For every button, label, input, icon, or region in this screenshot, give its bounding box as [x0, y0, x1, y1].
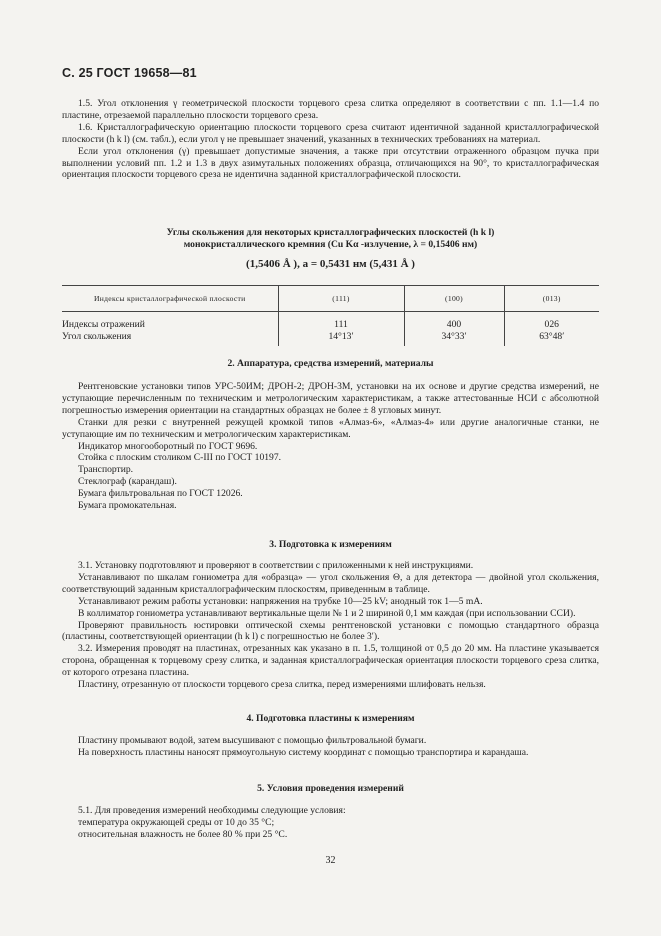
- section-1-text: [62, 98, 599, 181]
- page-header: С. 25 ГОСТ 19658—81: [62, 66, 197, 80]
- table-cell: 400: [404, 312, 504, 331]
- section-5-paragraph: 5.1. Для проведения измерений необходимы следующие условия:: [78, 805, 346, 816]
- section-2-heading: 2. Аппаратура, средства измерений, материалы: [227, 358, 434, 369]
- paragraph-1-5: 1.5. Угол отклонения γ геометрической плоскости торцевого среза слитка определяют в соответствии с пп. 1.1—1.4 по пластине, отрезаемой параллельно плоскости торцевого среза.: [62, 98, 599, 121]
- section-2-text: [62, 381, 599, 512]
- table-cell: 14°13′: [278, 331, 404, 347]
- table-title: [62, 227, 599, 270]
- table-cell: 026: [504, 312, 599, 331]
- section-3-paragraph: Устанавливают режим работы установки: напряжения на трубке 10—25 kV; анодный ток 1—5 mA.: [78, 595, 483, 607]
- section-3-paragraph: 3.2. Измерения проводят на пластинах, отрезанных как указано в п. 1.5, толщиной от 0,5 до 20 мм. На пластине указывается сторона, обращенная к торцевому срезу слитка, и заданная кристаллографическая ориентация плоскости торцевого среза слитка, от которого отрезана пластина.: [62, 643, 599, 679]
- section-5-condition: температура окружающей среды от 10 до 35 °С;: [78, 816, 275, 828]
- section-3-paragraph: Проверяют правильность юстировки оптической схемы рентгеновской установки с помощью стандартного образца (пластины, соответствующей ориентации (h k l) с погрешностью не более 3′).: [62, 619, 599, 643]
- table-title-line-2: монокристаллического кремния (Cu Kα -излучение, λ = 0,15406 нм): [183, 239, 478, 250]
- paragraph-1-6: 1.6. Кристаллографическую ориентацию плоскости торцевого среза считают идентичной заданной кристаллографической плоскости (h k l) (см. табл.), если угол γ не превышает значений, указанных в технических требованиях на материал.: [62, 121, 599, 145]
- section-4-paragraph: На поверхность пластины наносят прямоугольную систему координат с помощью транспортира и карандаша.: [78, 746, 529, 758]
- equipment-item: Бумага промокательная.: [78, 500, 177, 512]
- table-cell: 63°48′: [504, 331, 599, 347]
- table-row-label: Индексы отражений: [62, 319, 145, 330]
- glancing-angles-table: [62, 285, 599, 346]
- table-title-line-1: Углы скольжения для некоторых кристаллографических плоскостей (h k l): [166, 227, 495, 238]
- section-3-paragraph: 3.1. Установку подготовляют и проверяют в соответствии с приложенными к ней инструкциями.: [78, 560, 474, 571]
- section-2-paragraph: Станки для резки с внутренней режущей кромкой типов «Алмаз-6», «Алмаз-4» или другие аналогичные станки, не уступающие им по техническим и метрологическим характеристикам.: [62, 416, 599, 440]
- paragraph-1-6-continued: Если угол отклонения (γ) превышает допустимые значения, а также при отсутствии отраженного образцом пучка при выполнении условий пп. 1.2 и 1.3 в двух азимутальных положениях образца, отличающихся на 90°, то кристаллографическая ориентация плоскости торцевого среза не идентична заданной кристаллографической плоскости.: [62, 145, 599, 181]
- section-5-text: [62, 805, 599, 841]
- equipment-item: Индикатор многооборотный по ГОСТ 9696.: [78, 440, 258, 452]
- equipment-item: Бумага фильтровальная по ГОСТ 12026.: [78, 488, 243, 500]
- section-3-paragraph: В коллиматор гониометра устанавливают вертикальные щели № 1 и 2 шириной 0,1 мм каждая (при использовании ССИ).: [78, 607, 576, 619]
- table-column-header: (111): [278, 286, 404, 312]
- equipment-item: Транспортир.: [78, 464, 134, 476]
- table-row-label: Угол скольжения: [62, 330, 132, 342]
- section-4-heading: 4. Подготовка пластины к измерениям: [246, 713, 415, 724]
- equipment-item: Стойка с плоским столиком С-III по ГОСТ 10197.: [78, 452, 282, 464]
- table-column-header: (013): [504, 286, 599, 312]
- table-column-header: (100): [404, 286, 504, 312]
- section-5-condition: относительная влажность не более 80 % при 25 °С.: [78, 828, 288, 840]
- section-4-text: [62, 735, 599, 759]
- section-4-paragraph: Пластину промывают водой, затем высушивают с помощью фильтровальной бумаги.: [78, 735, 427, 746]
- table-header-row: [62, 286, 599, 312]
- table-cell: 111: [278, 312, 404, 331]
- table-row: [62, 312, 599, 331]
- section-3-paragraph: Устанавливают по шкалам гониометра для «образца» — угол скольжения Θ, а для детектора — двойной угол скольжения, соответствующий заданным кристаллографическим плоскостям, приведенным в таблице.: [62, 571, 599, 595]
- equipment-item: Стеклограф (карандаш).: [78, 476, 177, 488]
- section-5-heading: 5. Условия проведения измерений: [257, 783, 404, 794]
- table-cell: 34°33′: [404, 331, 504, 347]
- page-number: 32: [325, 855, 336, 866]
- table-row: [62, 331, 599, 347]
- table-header-label: Индексы кристаллографической плоскости: [62, 286, 278, 312]
- section-3-heading: 3. Подготовка к измерениям: [269, 539, 392, 550]
- section-2-paragraph: Рентгеновские установки типов УРС-50ИМ; ДРОН-2; ДРОН-3М, установки на их основе и другие средства измерений, не уступающие перечисленным по техническим и метрологическим характеристикам, а также аттестованные НСИ с абсолютной погрешностью измерения ориентации на стандартных образцах не более ± 8 угловых минут.: [62, 381, 599, 416]
- section-3-paragraph: Пластину, отрезанную от плоскости торцевого среза слитка, перед измерениями шлифовать нельзя.: [78, 679, 486, 691]
- section-3-text: [62, 560, 599, 691]
- table-title-line-3: (1,5406 Å ), a = 0,5431 нм (5,431 Å ): [246, 258, 415, 270]
